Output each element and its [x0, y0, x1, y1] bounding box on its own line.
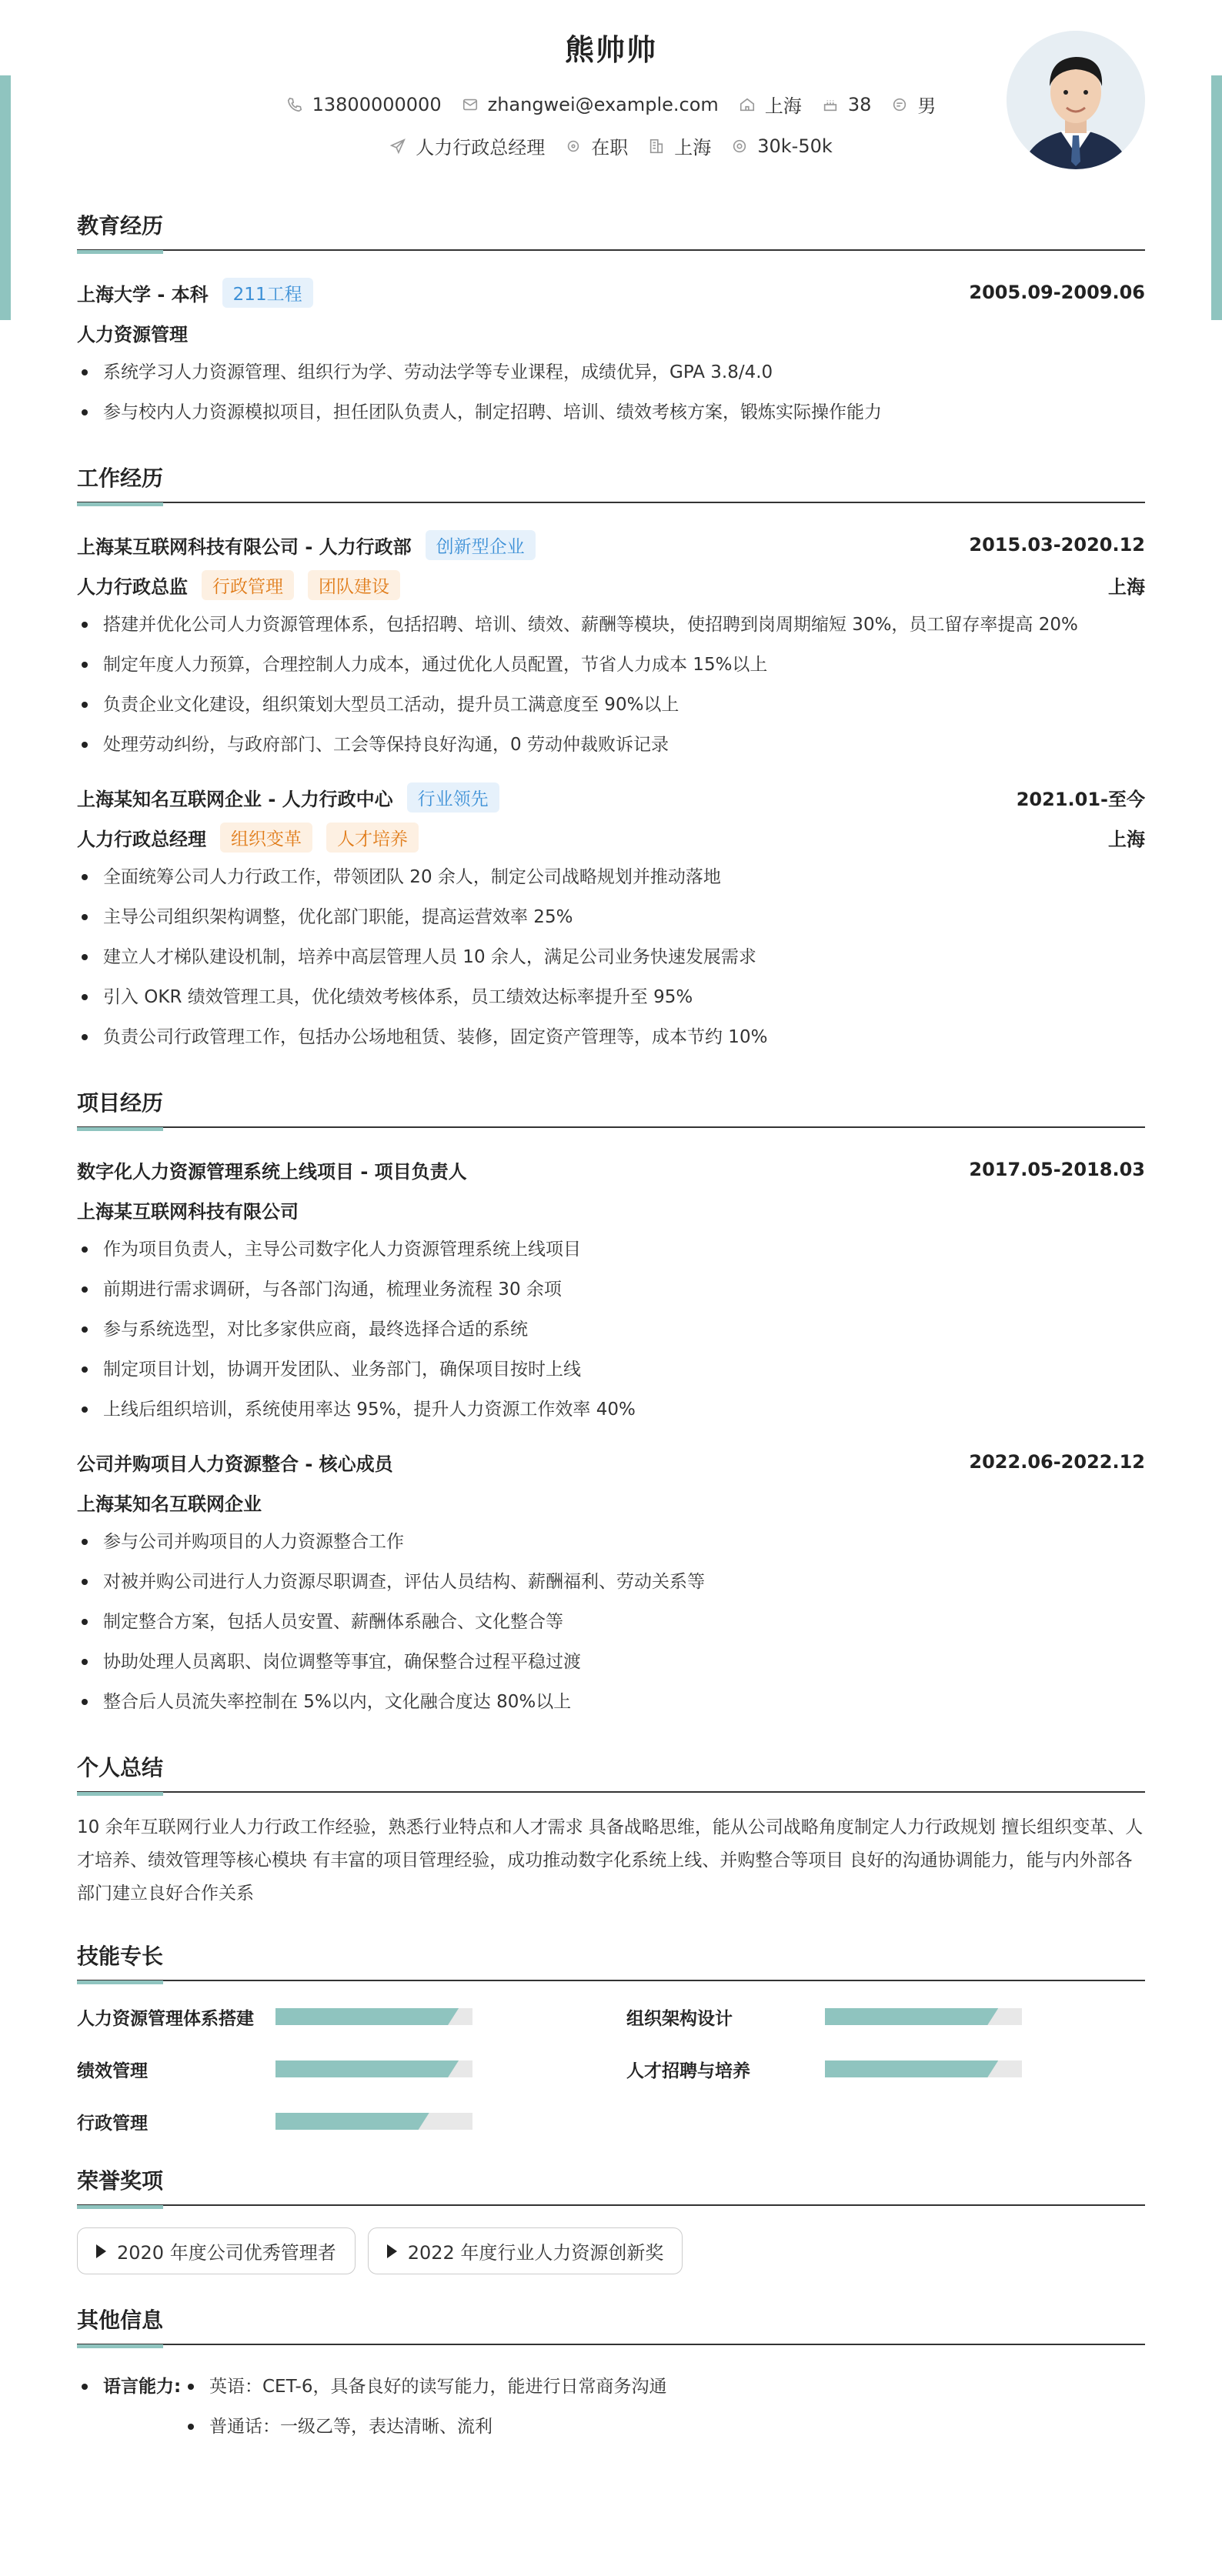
section-title: 其他信息	[77, 2304, 1145, 2345]
list-item: 上线后组织培训，系统使用率达 95%，提升人力资源工作效率 40%	[77, 1390, 1145, 1430]
project-org: 上海某互联网科技有限公司	[77, 1200, 299, 1223]
status-icon	[565, 138, 582, 155]
list-item: 制定年度人力预算，合理控制人力成本，通过优化人员配置，节省人力成本 15%以上	[77, 645, 1145, 685]
skill-bar-fill	[825, 2008, 998, 2025]
skill-name: 人力资源管理体系搭建	[77, 2008, 254, 2029]
language-ability	[77, 2367, 1145, 2447]
list-item: 作为项目负责人，主导公司数字化人力资源管理系统上线项目	[77, 1230, 1145, 1270]
date-range: 2022.06-2022.12	[969, 1451, 1145, 1473]
skill-item	[626, 2003, 1145, 2030]
home-icon	[739, 96, 756, 113]
section-title: 荣誉奖项	[77, 2164, 1145, 2206]
skill-bar-fill	[275, 2113, 429, 2130]
work-entry	[77, 525, 1145, 765]
date-range: 2017.05-2018.03	[969, 1159, 1145, 1180]
skill-bar	[825, 2008, 1022, 2025]
list-item: 建立人才梯队建设机制，培养中高层管理人员 10 余人，满足公司业务快速发展需求	[77, 937, 1145, 977]
list-item: 制定整合方案，包括人员安置、薪酬体系融合、文化整合等	[77, 1602, 1145, 1642]
honors-section	[77, 2164, 1145, 2274]
list-item: 对被并购公司进行人力资源尽职调查，评估人员结构、薪酬福利、劳动关系等	[77, 1562, 1145, 1602]
summary-text: 10 余年互联网行业人力行政工作经验，熟悉行业特点和人才需求 具备战略思维，能从公司战略角度制定人力行政规划 擅长组织变革、人才培养、绩效管理等核心模块 有丰富的项目管理经验，成功推动数字化系统上线、并购整合等项目 良好的沟通协调能力，能与内外部各部门建立良好合作关系	[77, 1817, 1144, 1904]
list-item: 参与公司并购项目的人力资源整合工作	[77, 1522, 1145, 1562]
list-item: 处理劳动纠纷，与政府部门、工会等保持良好沟通，0 劳动仲裁败诉记录	[77, 725, 1145, 765]
company-tag: 创新型企业	[426, 530, 536, 560]
status-info: 在职	[565, 132, 628, 159]
job-role: 人力行政总监	[77, 576, 188, 598]
date-range: 2021.01-至今	[1016, 788, 1145, 810]
skill-bar-fill	[825, 2060, 998, 2077]
list-item: 主导公司组织架构调整，优化部门职能，提高运营效率 25%	[77, 897, 1145, 937]
list-item: 协助处理人员离职、岗位调整等事宜，确保整合过程平稳过渡	[77, 1642, 1145, 1682]
skills-section	[77, 1940, 1145, 2135]
list-item: 参与系统选型，对比多家供应商，最终选择合适的系统	[77, 1310, 1145, 1350]
work-entry	[77, 777, 1145, 1057]
skill-bar-fill	[275, 2008, 459, 2025]
major: 人力资源管理	[77, 323, 188, 345]
skill-bar	[275, 2113, 472, 2130]
company-name: 上海某知名互联网企业 - 人力行政中心	[77, 788, 393, 810]
job-location: 上海	[1108, 828, 1145, 850]
summary-section	[77, 1751, 1145, 1910]
company-tag: 行业领先	[407, 782, 499, 813]
candidate-name: 熊帅帅	[564, 33, 657, 67]
age-icon	[822, 96, 839, 113]
project-section	[77, 1086, 1145, 1722]
list-item: 系统学习人力资源管理、组织行为学、劳动法学等专业课程，成绩优异，GPA 3.8/4.0	[77, 352, 1145, 392]
gender-icon	[891, 96, 908, 113]
play-triangle-icon	[96, 2244, 106, 2258]
skill-item	[77, 2003, 596, 2030]
language-label: 语言能力:	[77, 2367, 183, 2447]
skill-bar	[275, 2060, 472, 2077]
school-name: 上海大学 - 本科	[77, 283, 209, 305]
phone-icon	[286, 96, 303, 113]
skill-name: 绩效管理	[77, 2060, 148, 2081]
expect-city-info: 上海	[648, 132, 711, 159]
bullet-list	[77, 605, 1145, 765]
left-accent-bar	[0, 75, 11, 320]
work-section	[77, 462, 1145, 1057]
skill-item	[77, 2107, 596, 2135]
resume-body	[77, 209, 1145, 2476]
bullet-list	[77, 1522, 1145, 1722]
position-info: 人力行政总经理	[389, 132, 545, 159]
play-triangle-icon	[387, 2244, 397, 2258]
email-info: zhangwei@example.com	[462, 91, 719, 118]
education-entry	[77, 272, 1145, 432]
project-title: 公司并购项目人力资源整合 - 核心成员	[77, 1453, 393, 1475]
phone-info: 13800000000	[286, 91, 442, 118]
skill-name: 组织架构设计	[626, 2008, 733, 2029]
bullet-list	[77, 352, 1145, 432]
section-title: 教育经历	[77, 209, 1145, 251]
list-item: 前期进行需求调研，与各部门沟通，梳理业务流程 30 余项	[77, 1270, 1145, 1310]
section-title: 个人总结	[77, 1751, 1145, 1793]
project-org: 上海某知名互联网企业	[77, 1493, 262, 1515]
bullet-list	[77, 857, 1145, 1057]
list-item: 普通话：一级乙等，表达清晰、流利	[183, 2407, 666, 2447]
gender-info: 男	[891, 91, 936, 118]
list-item: 英语：CET-6，具备良好的读写能力，能进行日常商务沟通	[183, 2367, 666, 2407]
list-item: 整合后人员流失率控制在 5%以内，文化融合度达 80%以上	[77, 1682, 1145, 1722]
bullet-list	[77, 1230, 1145, 1430]
bullet-list	[183, 2367, 666, 2447]
date-range: 2015.03-2020.12	[969, 534, 1145, 556]
school-tag: 211工程	[222, 278, 313, 308]
list-item: 负责企业文化建设，组织策划大型员工活动，提升员工满意度至 90%以上	[77, 685, 1145, 725]
list-item: 参与校内人力资源模拟项目，担任团队负责人，制定招聘、培训、绩效考核方案，锻炼实际操作能力	[77, 392, 1145, 432]
skill-item	[626, 2055, 1145, 2083]
honor-item: 2022 年度行业人力资源创新奖	[368, 2227, 683, 2274]
skill-name: 人才招聘与培养	[626, 2060, 750, 2081]
job-role: 人力行政总经理	[77, 828, 206, 850]
age-info: 38	[822, 91, 872, 118]
avatar	[1007, 31, 1145, 169]
role-tag: 团队建设	[308, 570, 400, 600]
list-item: 全面统筹公司人力行政工作，带领团队 20 余人，制定公司战略规划并推动落地	[77, 857, 1145, 897]
list-item: 搭建并优化公司人力资源管理体系，包括招聘、培训、绩效、薪酬等模块，使招聘到岗周期缩短 30%，员工留存率提高 20%	[77, 605, 1145, 645]
right-accent-bar	[1211, 75, 1222, 320]
education-section	[77, 209, 1145, 432]
section-title: 项目经历	[77, 1086, 1145, 1128]
role-tag: 组织变革	[220, 823, 312, 853]
section-title: 工作经历	[77, 462, 1145, 503]
company-name: 上海某互联网科技有限公司 - 人力行政部	[77, 536, 412, 558]
job-intent-row	[77, 132, 1145, 159]
salary-icon	[731, 138, 748, 155]
send-icon	[389, 138, 406, 155]
project-entry	[77, 1150, 1145, 1430]
list-item: 制定项目计划，协调开发团队、业务部门，确保项目按时上线	[77, 1350, 1145, 1390]
honors-list	[77, 2227, 1145, 2274]
resume-header	[77, 0, 1145, 177]
section-title: 技能专长	[77, 1940, 1145, 1981]
date-range: 2005.09-2009.06	[969, 282, 1145, 303]
project-title: 数字化人力资源管理系统上线项目 - 项目负责人	[77, 1160, 467, 1183]
honor-item: 2020 年度公司优秀管理者	[77, 2227, 356, 2274]
role-tag: 人才培养	[326, 823, 419, 853]
skill-name: 行政管理	[77, 2113, 148, 2134]
skill-bar	[825, 2060, 1022, 2077]
list-item: 负责公司行政管理工作，包括办公场地租赁、装修，固定资产管理等，成本节约 10%	[77, 1017, 1145, 1057]
skill-bar-fill	[275, 2060, 459, 2077]
list-item: 引入 OKR 绩效管理工具，优化绩效考核体系，员工绩效达标率提升至 95%	[77, 977, 1145, 1017]
skill-item	[77, 2055, 596, 2083]
salary-info: 30k-50k	[731, 132, 833, 159]
building-icon	[648, 138, 665, 155]
project-entry	[77, 1442, 1145, 1722]
skills-grid	[77, 2003, 1145, 2135]
city-info: 上海	[739, 91, 802, 118]
other-section	[77, 2304, 1145, 2447]
job-location: 上海	[1108, 576, 1145, 598]
skill-bar	[275, 2008, 472, 2025]
contact-row	[77, 91, 1145, 118]
role-tag: 行政管理	[202, 570, 294, 600]
mail-icon	[462, 96, 479, 113]
